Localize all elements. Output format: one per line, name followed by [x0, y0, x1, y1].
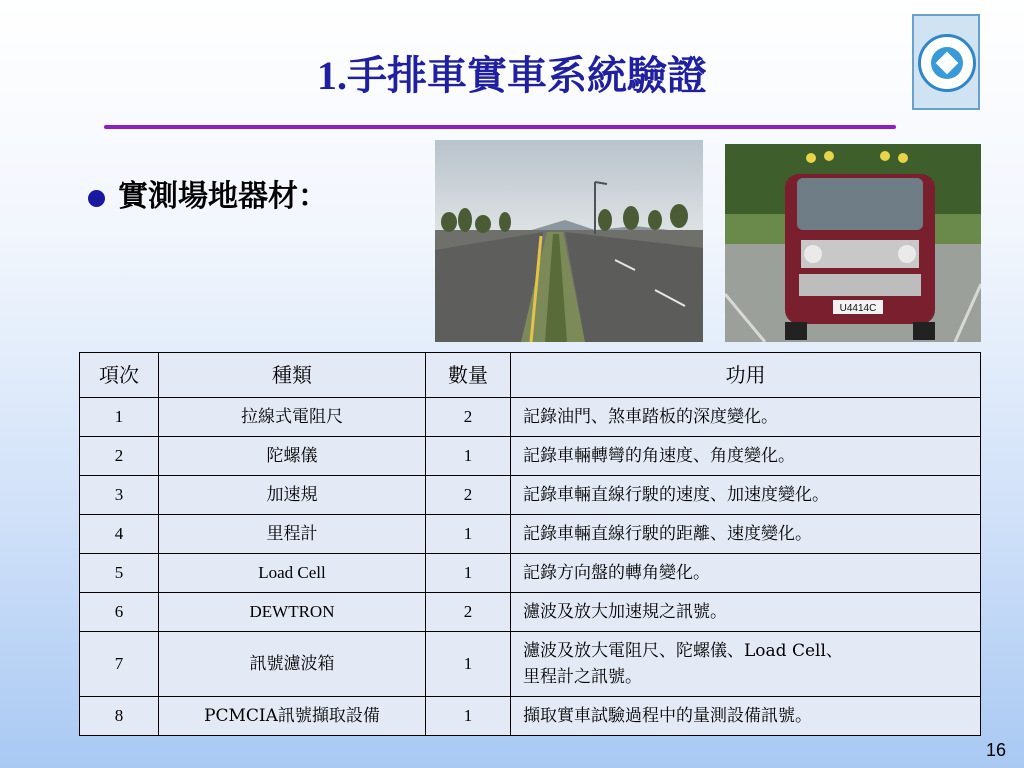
col-header-qty: 數量 — [426, 353, 511, 398]
logo-emblem — [918, 34, 976, 92]
row-type: 拉線式電阻尺 — [159, 398, 426, 437]
table-header-row — [80, 353, 981, 398]
table-row — [80, 593, 981, 632]
equipment-table — [79, 352, 981, 736]
row-qty: 1 — [426, 632, 511, 697]
logo-road-icon — [931, 47, 963, 79]
title-text: 手排車實車系統驗證 — [347, 52, 707, 99]
title-number: 1. — [317, 53, 347, 98]
row-qty: 2 — [426, 593, 511, 632]
row-no: 8 — [80, 697, 159, 736]
table-row — [80, 515, 981, 554]
test-vehicle-photo — [725, 144, 981, 342]
row-type: 陀螺儀 — [159, 437, 426, 476]
row-type: DEWTRON — [159, 593, 426, 632]
row-function: 記錄車輛直線行駛的速度、加速度變化。 — [511, 476, 981, 515]
table-row — [80, 697, 981, 736]
row-type: PCMCIA訊號擷取設備 — [159, 697, 426, 736]
row-no: 7 — [80, 632, 159, 697]
row-qty: 1 — [426, 437, 511, 476]
row-function: 記錄車輛直線行駛的距離、速度變化。 — [511, 515, 981, 554]
row-function-line: 濾波及放大電阻尺、陀螺儀、Load Cell、 — [523, 641, 843, 661]
col-header-type: 種類 — [159, 353, 426, 398]
slide-title — [0, 46, 1024, 106]
page-number: 16 — [986, 740, 1007, 760]
col-header-function: 功用 — [511, 353, 981, 398]
row-qty: 2 — [426, 476, 511, 515]
section-heading: 實測場地器材： — [118, 179, 328, 214]
table-row — [80, 398, 981, 437]
row-no: 6 — [80, 593, 159, 632]
row-qty: 1 — [426, 515, 511, 554]
row-function: 記錄車輛轉彎的角速度、角度變化。 — [511, 437, 981, 476]
row-type: Load Cell — [159, 554, 426, 593]
row-qty: 2 — [426, 398, 511, 437]
row-function-line: 里程計之訊號。 — [523, 667, 642, 687]
col-header-no: 項次 — [80, 353, 159, 398]
row-no: 4 — [80, 515, 159, 554]
bullet-icon — [88, 190, 105, 207]
row-qty: 1 — [426, 697, 511, 736]
license-plate: U4414C — [839, 303, 877, 314]
row-no: 2 — [80, 437, 159, 476]
row-no: 3 — [80, 476, 159, 515]
institute-logo — [912, 14, 980, 110]
row-function — [511, 632, 981, 697]
row-type: 加速規 — [159, 476, 426, 515]
table-row — [80, 437, 981, 476]
table-row — [80, 476, 981, 515]
row-function: 濾波及放大加速規之訊號。 — [511, 593, 981, 632]
row-function: 記錄方向盤的轉角變化。 — [511, 554, 981, 593]
table-row — [80, 632, 981, 697]
title-underline — [104, 125, 896, 129]
test-road-photo — [435, 140, 703, 342]
row-function: 記錄油門、煞車踏板的深度變化。 — [511, 398, 981, 437]
row-qty: 1 — [426, 554, 511, 593]
row-type: 里程計 — [159, 515, 426, 554]
row-type: 訊號濾波箱 — [159, 632, 426, 697]
row-no: 5 — [80, 554, 159, 593]
table-row — [80, 554, 981, 593]
row-function: 擷取實車試驗過程中的量測設備訊號。 — [511, 697, 981, 736]
row-no: 1 — [80, 398, 159, 437]
